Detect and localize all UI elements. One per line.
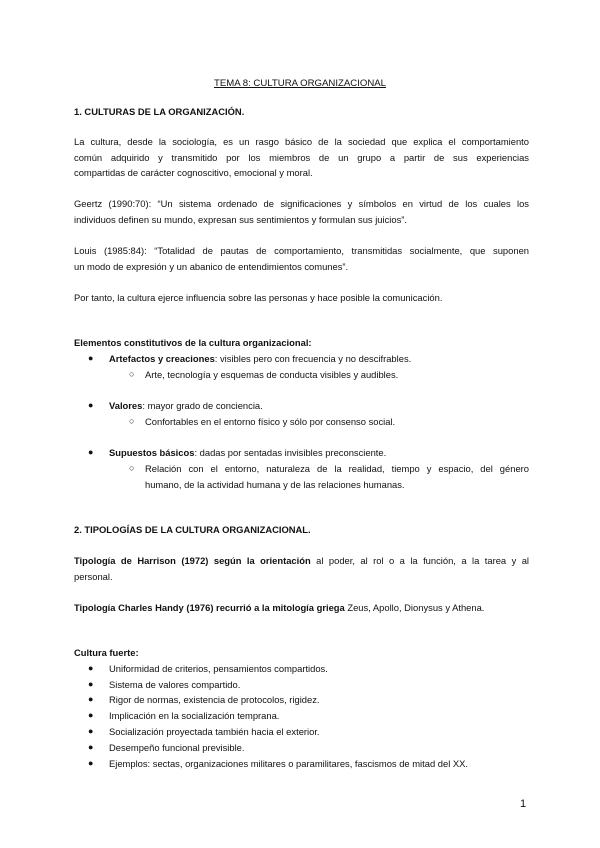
element-description: : visibles pero con frecuencia y no descifrables. (214, 353, 412, 364)
section1-heading: 1. CULTURAS DE LA ORGANIZACIÓN. (74, 106, 245, 117)
paragraph-line: compartidas de carácter cognoscitivo, emocional y moral. (74, 167, 313, 178)
sub-bullet-icon: ○ (129, 463, 135, 473)
page-number: 1 (520, 798, 527, 810)
subitem-text: Arte, tecnología y esquemas de conducta visibles y audibles. (145, 369, 399, 380)
paragraph-line: Geertz (1990:70): “Un sistema ordenado de significaciones y símbolos en virtud de los cuales los (74, 198, 529, 209)
paragraph-line: individuos definen su mundo, expresan sus sentimientos y formulan sus juicios”. (74, 213, 407, 225)
element-description: : mayor grado de conciencia. (142, 400, 263, 411)
document-title: TEMA 8: CULTURA ORGANIZACIONAL (213, 78, 386, 89)
harrison-paragraph (74, 553, 529, 584)
harrison-text: al poder, al rol o a la función, a la tarea y al (310, 555, 529, 566)
bullet-icon: ● (88, 447, 94, 457)
section1-paragraph-2 (74, 196, 529, 227)
section1-paragraph-3 (74, 243, 529, 274)
section1-paragraph-4: Por tanto, la cultura ejerce influencia sobre las personas y hace posible la comunicación. (74, 292, 443, 303)
paragraph-line: Louis (1985:84): “Totalidad de pautas de comportamiento, transmitidas socialmente, que suponen (74, 245, 529, 256)
list-item-text: Desempeño funcional previsible. (109, 742, 245, 753)
handy-text: Zeus, Apollo, Dionysus y Athena. (344, 602, 485, 613)
harrison-text-line2: personal. (74, 570, 113, 582)
subitem-text: Confortables en el entorno físico y sólo por consenso social. (145, 416, 396, 427)
list-item-text: Ejemplos: sectas, organizaciones militares o paramilitares, fascismos de mitad del XX. (109, 758, 469, 769)
paragraph-line: un modo de expresión y un abanico de entendimientos comunes”. (74, 260, 349, 272)
bullet-icon: ● (88, 663, 94, 673)
list-item-text: Sistema de valores compartido. (109, 679, 241, 690)
handy-paragraph (74, 600, 529, 616)
bullet-icon: ● (88, 400, 94, 410)
list-item-text: Implicación en la socialización temprana. (109, 710, 280, 721)
bullet-icon: ● (88, 742, 94, 752)
elements-heading: Elementos constitutivos de la cultura organizacional: (74, 337, 312, 348)
harrison-label: Tipología de Harrison (1972) según la orientación (74, 555, 311, 566)
element-label: Supuestos básicos (109, 447, 195, 458)
bullet-icon: ● (88, 710, 94, 720)
bullet-icon: ● (88, 679, 94, 689)
section1-paragraph-1 (74, 134, 529, 181)
bullet-icon: ● (88, 726, 94, 736)
section2-heading: 2. TIPOLOGÍAS DE LA CULTURA ORGANIZACIONAL. (74, 524, 311, 535)
bullet-icon: ● (88, 758, 94, 768)
sub-bullet-icon: ○ (129, 369, 135, 379)
bullet-icon: ● (88, 694, 94, 704)
sub-bullet-icon: ○ (129, 416, 135, 426)
paragraph-line: común adquirido y transmitido por los miembros de un grupo a partir de sus experiencias (74, 151, 529, 163)
strong-culture-heading: Cultura fuerte: (74, 647, 139, 658)
list-item-text: Uniformidad de criterios, pensamientos compartidos. (109, 663, 328, 674)
element-description: : dadas por sentadas invisibles preconsciente. (194, 447, 387, 458)
paragraph-line: La cultura, desde la sociología, es un rasgo básico de la sociedad que explica el comportamiento (74, 136, 529, 147)
element-label: Valores (109, 400, 143, 411)
list-item-text: Socialización proyectada también hacia el exterior. (109, 726, 320, 737)
handy-label: Tipología Charles Handy (1976) recurrió a la mitología griega (74, 602, 345, 613)
element-label: Artefactos y creaciones (109, 353, 215, 364)
subitem-text: Relación con el entorno, naturaleza de la realidad, tiempo y espacio, del género (145, 463, 529, 474)
list-item-text: Rigor de normas, existencia de protocolos, rigidez. (109, 694, 320, 705)
subitem-text: humano, de la actividad humana y de las relaciones humanas. (145, 478, 405, 490)
bullet-icon: ● (88, 353, 94, 363)
